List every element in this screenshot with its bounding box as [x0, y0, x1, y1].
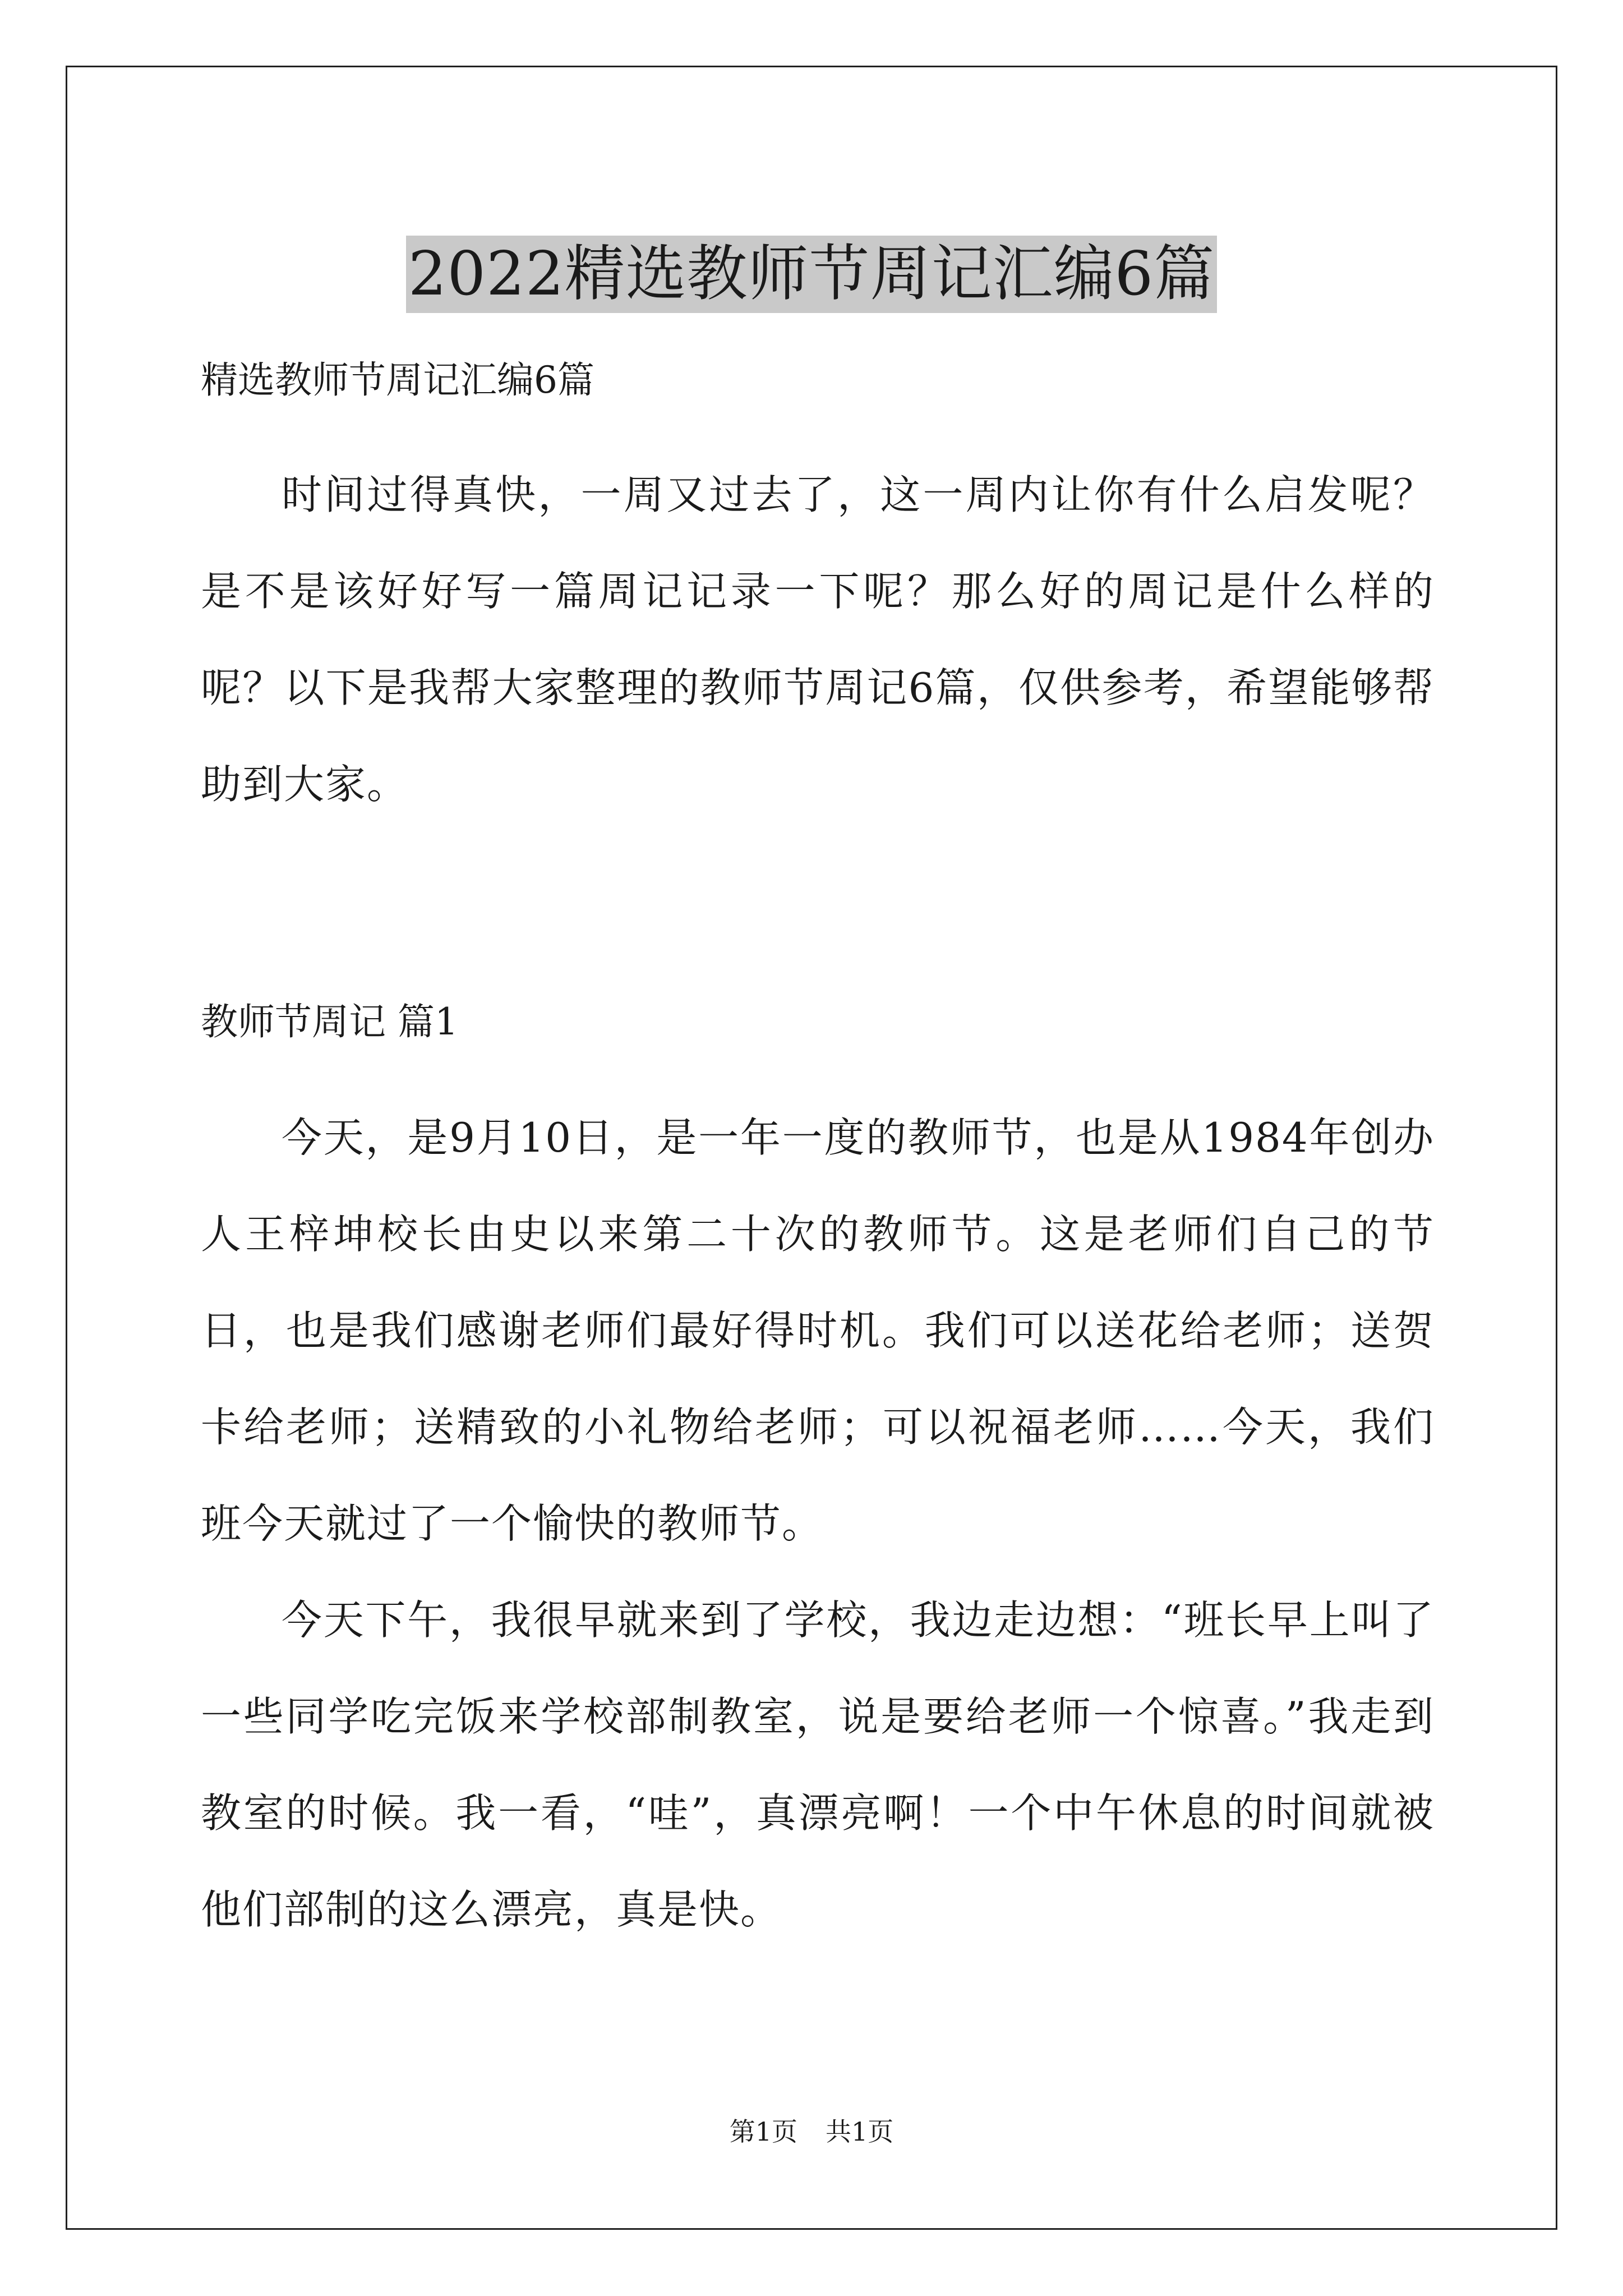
section-heading-block — [201, 994, 1435, 1050]
document-subtitle: 精选教师节周记汇编6篇 — [201, 358, 594, 402]
title-container — [0, 195, 1623, 354]
page-total: 共1页 — [826, 2116, 894, 2147]
page-number: 第1页 — [729, 2116, 797, 2147]
section-body — [201, 1089, 1435, 1958]
subtitle-block — [201, 352, 1435, 408]
section-paragraph-2: 今天下午，我很早就来到了学校，我边走边想：“班长早上叫了一些同学吃完饭来学校部制教室，说是要给老师一个惊喜。”我走到教室的时候。我一看，“哇”，真漂亮啊！一个中午休息的时间就被他们部制的这么漂亮，真是快。 — [201, 1596, 1435, 1933]
intro-block — [201, 447, 1435, 832]
intro-paragraph: 时间过得真快，一周又过去了，这一周内让你有什么启发呢？是不是该好好写一篇周记记录一下呢？那么好的周记是什么样的呢？以下是我帮大家整理的教师节周记6篇，仅供参考，希望能够帮助到大家。 — [201, 471, 1435, 808]
section-paragraph-1: 今天，是9月10日，是一年一度的教师节，也是从1984年创办人王梓坤校长由史以来第二十次的教师节。这是老师们自己的节日，也是我们感谢老师们最好得时机。我们可以送花给老师；送贺卡给老师；送精致的小礼物给老师；可以祝福老师……今天，我们班今天就过了一个愉快的教师节。 — [201, 1114, 1435, 1547]
section-heading: 教师节周记 篇1 — [201, 1000, 458, 1043]
document-title: 2022精选教师节周记汇编6篇 — [406, 236, 1218, 313]
page-footer — [0, 2115, 1623, 2148]
